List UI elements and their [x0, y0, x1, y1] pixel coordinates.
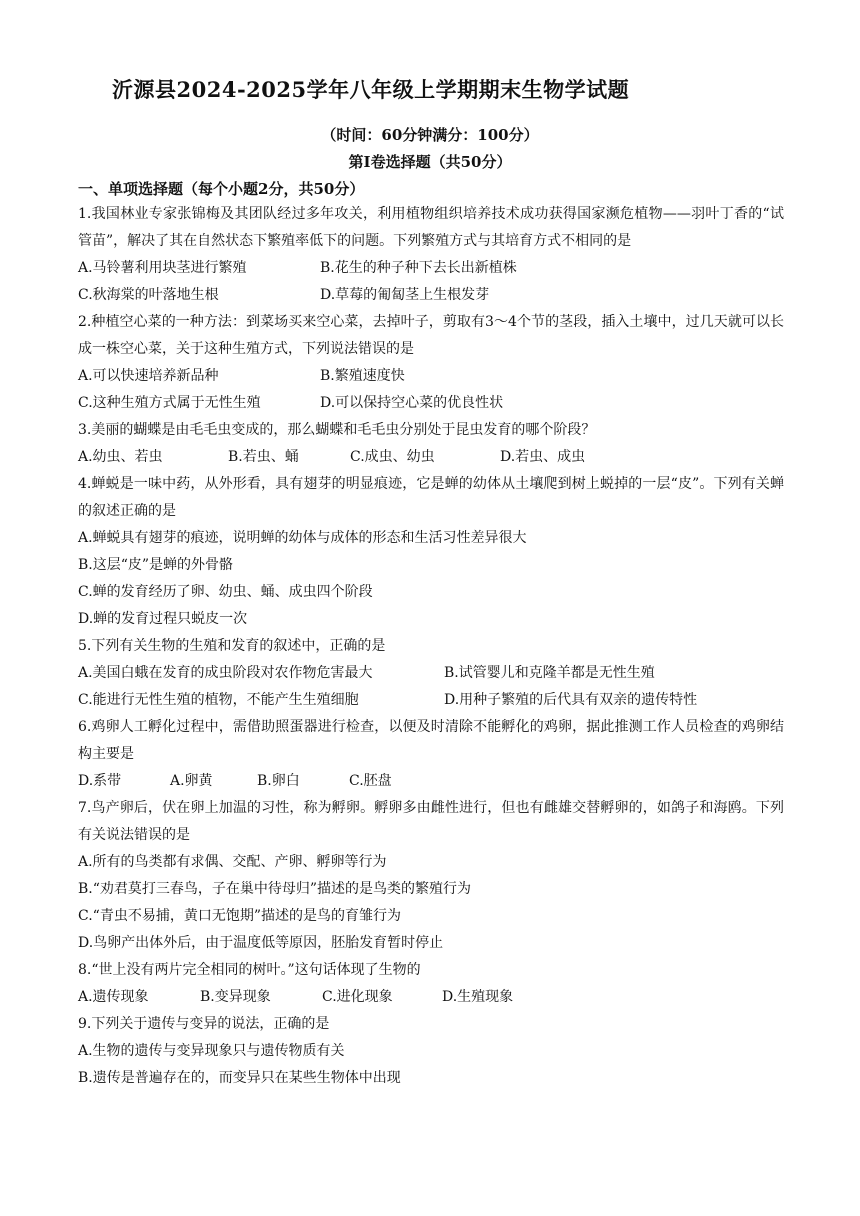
question-9-stem: 9.下列关于遗传与变异的说法，正确的是: [78, 1016, 330, 1032]
question-5-stem: 5.下列有关生物的生殖和发育的叙述中，正确的是: [78, 638, 386, 654]
question-6-option-c: C.胚盘: [349, 773, 392, 789]
question-1-option-d: D.草莓的匍匐茎上生根发芽: [320, 287, 490, 303]
question-2-option-d: D.可以保持空心菜的优良性状: [320, 395, 504, 411]
question-4-option-a: A.蝉蜕具有翅芽的痕迹，说明蝉的幼体与成体的形态和生活习性差异很大: [78, 530, 527, 546]
question-2-options-row1: [78, 363, 784, 390]
question-4-stem: 4.蝉蜕是一味中药，从外形看，具有翅芽的明显痕迹，它是蝉的幼体从土壤爬到树上蜕掉的一层“皮”。下列有关蝉的叙述正确的是: [78, 476, 784, 519]
question-2-stem: 2.种植空心菜的一种方法：到菜场买来空心菜，去掉叶子，剪取有3～4个节的茎段，插入土壤中，过几天就可以长成一株空心菜，关于这种生殖方式，下列说法错误的是: [78, 314, 784, 357]
question-1-options-row2: [78, 282, 784, 309]
question-1-option-b: B.花生的种子种下去长出新植株: [320, 260, 517, 276]
question-8-option-b: B.变异现象: [200, 989, 271, 1005]
question-6-option-d: D.系带: [78, 773, 122, 789]
question-7-option-a: A.所有的鸟类都有求偶、交配、产卵、孵卵等行为: [78, 854, 387, 870]
question-5-option-b: B.试管婴儿和克隆羊都是无性生殖: [444, 665, 655, 681]
question-3-stem: 3.美丽的蝴蝶是由毛毛虫变成的，那么蝴蝶和毛毛虫分别处于昆虫发育的哪个阶段？: [78, 422, 596, 438]
exam-time-info: （时间：60分钟满分：100分）: [321, 126, 539, 144]
question-4-option-d: D.蝉的发育过程只蜕皮一次: [78, 611, 248, 627]
question-9-option-a: A.生物的遗传与变异现象只与遗传物质有关: [78, 1043, 345, 1059]
question-2-option-a: A.可以快速培养新品种: [78, 368, 219, 384]
question-4-option-b: B.这层“皮”是蝉的外骨骼: [78, 557, 234, 573]
question-6-option-b: B.卵白: [257, 773, 300, 789]
question-6-option-a: A.卵黄: [170, 773, 213, 789]
question-5-option-c: C.能进行无性生殖的植物，不能产生生殖细胞: [78, 692, 359, 708]
question-2-options-row2: [78, 390, 784, 417]
question-8-stem: 8.“世上没有两片完全相同的树叶。”这句话体现了生物的: [78, 962, 421, 978]
exam-title: 沂源县2024-2025学年八年级上学期期末生物学试题: [112, 77, 630, 102]
question-8-option-d: D.生殖现象: [442, 989, 514, 1005]
question-1-options-row1: [78, 255, 784, 282]
question-5-options-row1: [78, 660, 784, 687]
question-4-option-c: C.蝉的发育经历了卵、幼虫、蛹、成虫四个阶段: [78, 584, 373, 600]
question-3-option-a: A.幼虫、若虫: [78, 449, 163, 465]
question-6-stem: 6.鸡卵人工孵化过程中，需借助照蛋器进行检查，以便及时清除不能孵化的鸡卵，据此推测工作人员检查的鸡卵结构主要是: [78, 719, 784, 762]
question-3-option-d: D.若虫、成虫: [500, 449, 586, 465]
question-7-option-b: B.“劝君莫打三春鸟，子在巢中待母归”描述的是鸟类的繁殖行为: [78, 881, 472, 897]
question-7-option-c: C.“青虫不易捕，黄口无饱期”描述的是鸟的育雏行为: [78, 908, 401, 924]
question-1-option-c: C.秋海棠的叶落地生根: [78, 287, 219, 303]
question-1-option-a: A.马铃薯利用块茎进行繁殖: [78, 260, 247, 276]
question-3-options: [78, 444, 784, 471]
question-3-option-c: C.成虫、幼虫: [350, 449, 435, 465]
question-9-option-b: B.遗传是普遍存在的，而变异只在某些生物体中出现: [78, 1070, 401, 1086]
question-3-option-b: B.若虫、蛹: [228, 449, 299, 465]
question-8-options: [78, 984, 784, 1011]
question-7-option-d: D.鸟卵产出体外后，由于温度低等原因，胚胎发育暂时停止: [78, 935, 444, 951]
question-5-options-row2: [78, 687, 784, 714]
question-8-option-a: A.遗传现象: [78, 989, 149, 1005]
question-2-option-b: B.繁殖速度快: [320, 368, 405, 384]
question-7-stem: 7.鸟产卵后，伏在卵上加温的习性，称为孵卵。孵卵多由雌性进行，但也有雌雄交替孵卵的，如鸽子和海鸥。下列有关说法错误的是: [78, 800, 784, 843]
question-8-option-c: C.进化现象: [322, 989, 393, 1005]
volume-heading: 第Ⅰ卷选择题（共50分）: [348, 153, 512, 171]
question-2-option-c: C.这种生殖方式属于无性生殖: [78, 395, 261, 411]
question-list: [78, 201, 784, 1092]
section-heading: 一、单项选择题（每个小题2分，共50分）: [78, 180, 365, 198]
question-6-options: [78, 768, 784, 795]
question-5-option-d: D.用种子繁殖的后代具有双亲的遗传特性: [444, 692, 698, 708]
question-5-option-a: A.美国白蛾在发育的成虫阶段对农作物危害最大: [78, 665, 373, 681]
question-1-stem: 1.我国林业专家张锦梅及其团队经过多年攻关，利用植物组织培养技术成功获得国家濒危植物——羽叶丁香的“试管苗”，解决了其在自然状态下繁殖率低下的问题。下列繁殖方式与其培育方式不相同的是: [78, 206, 784, 249]
